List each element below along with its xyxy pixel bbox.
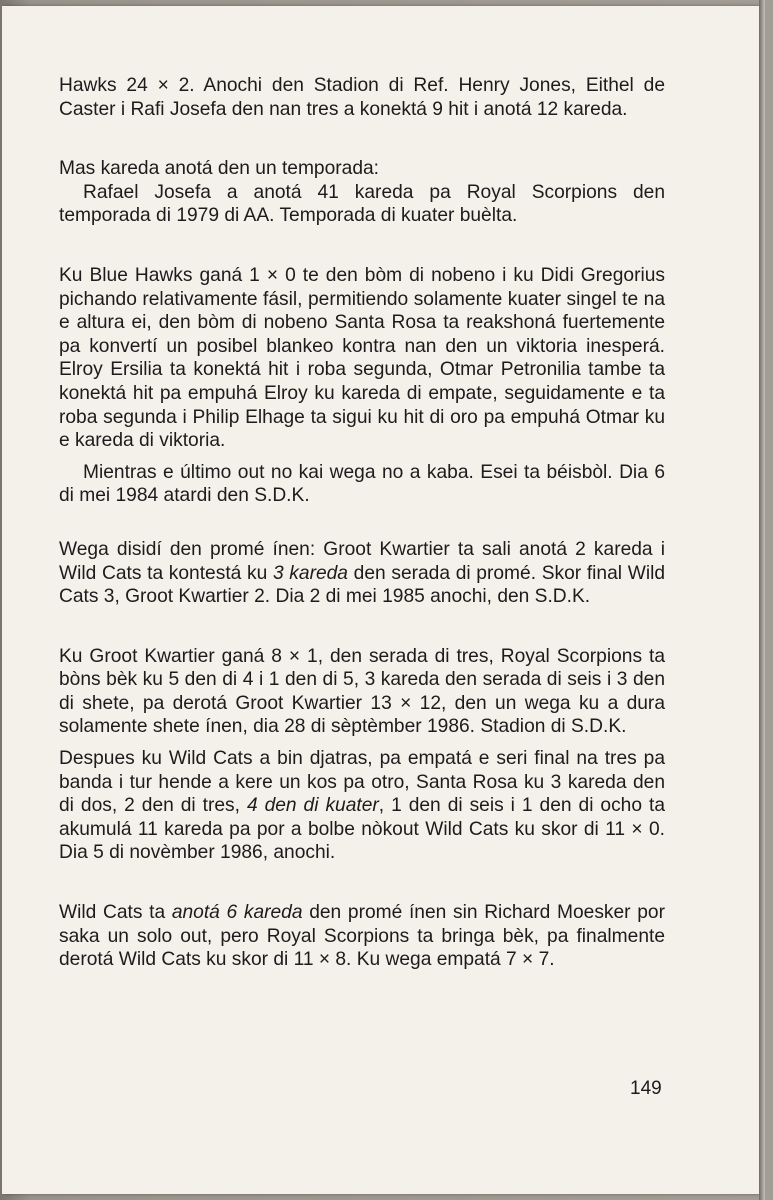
- paragraph-first-inning-decision: [59, 538, 665, 609]
- paragraph-rafael-josefa: Rafael Josefa a anotá 41 kareda pa Royal Scorpions den temporada di 1979 di AA. Temporada di kuater buèlta.: [59, 181, 665, 227]
- book-spine-edge: [759, 0, 765, 1200]
- italic-text-segment: 4 den di kuater: [246, 795, 379, 817]
- text-segment: den serada di promé. Skor final Wild Cats 3, Groot Kwartier 2. Dia 2 di mei 1985 anochi, den S.D.K.: [59, 562, 666, 608]
- paragraph-santa-rosa-knockout: [59, 747, 665, 865]
- paragraph-wild-cats-six-runs: [59, 901, 665, 972]
- page-number: 149: [630, 1078, 662, 1099]
- text-segment: Wega disidí den promé ínen: Groot Kwartier ta sali anotá 2 kareda i Wild Cats ta kontestá ku: [59, 538, 665, 584]
- paragraph-blue-hawks-comeback: Ku Blue Hawks ganá 1 × 0 te den bòm di nobeno i ku Didi Gregorius pichando relativamente fásil, permitiendo solamente kuater singel te na e altura ei, den bòm di nobeno Santa Rosa ta reakshoná fuertemente pa konvertí un posibel blankeo kontra nan den un viktoria inesperá. Elroy Ersilia ta konektá hit i roba segunda, Otmar Petronilia tambe ta konektá hit pa empuhá Elroy ku kareda di empate, seguidamente e ta roba segunda i Philip Elhage ta sigui ku hit di oro pa empuhá Otmar ku e kareda di viktoria.: [59, 264, 665, 452]
- text-segment: Wild Cats ta: [59, 902, 172, 924]
- italic-text-segment: anotá 6 kareda: [171, 902, 303, 924]
- paragraph-season-heading: Mas kareda anotá den un temporada:: [59, 158, 380, 180]
- text-segment: Despues ku Wild Cats a bin djatras, pa empatá e seri final na tres pa banda i tur hende a kere un kos pa otro, Santa Rosa ku 3 kareda den di dos, 2 den di tres,: [59, 748, 665, 817]
- paragraph-hawks-result: Hawks 24 × 2. Anochi den Stadion di Ref. Henry Jones, Eithel de Caster i Rafi Josefa den nan tres a konektá 9 hit i anotá 12 kareda.: [59, 75, 665, 120]
- italic-text-segment: 3 kareda: [272, 562, 348, 584]
- paragraph-royal-scorpions-comeback: Ku Groot Kwartier ganá 8 × 1, den serada di tres, Royal Scorpions ta bòns bèk ku 5 den di 4 i 1 den di 5, 3 kareda den serada di seis i 3 den di shete, pa derotá Groot Kwartier 13 × 12, den un wega ku a dura solamente shete ínen, dia 28 di sèptèmber 1986. Stadion di S.D.K.: [59, 645, 665, 738]
- text-segment: , 1 den di seis i 1 den di ocho ta akumulá 11 kareda pa por a bolbe nòkout Wild Cats ku skor di 11 × 0. Dia 5 di novèmber 1986, anochi.: [59, 795, 665, 864]
- page-body: [59, 74, 665, 972]
- paragraph-last-out: Mientras e último out no kai wega no a kaba. Esei ta béisbòl. Dia 6 di mei 1984 atardi den S.D.K.: [59, 461, 665, 507]
- text-segment: den promé ínen sin Richard Moesker por saka un solo out, pero Royal Scorpions ta bringa bèk, pa finalmente derotá Wild Cats ku skor di 11 × 8. Ku wega empatá 7 × 7.: [59, 902, 665, 971]
